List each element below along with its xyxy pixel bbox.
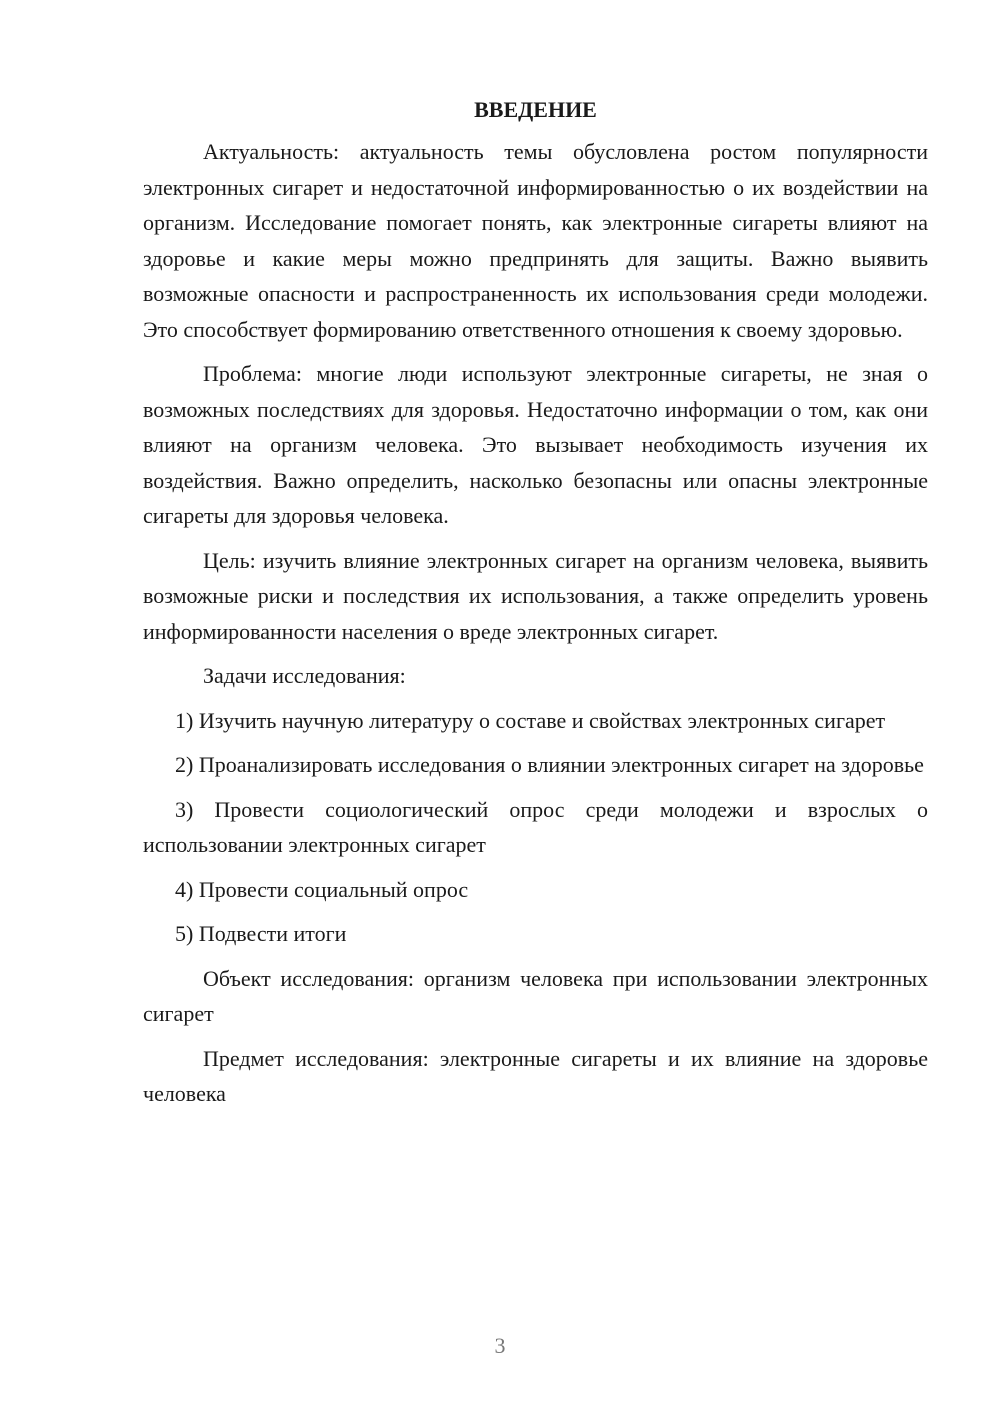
task-item: 5) Подвести итоги: [175, 921, 347, 946]
task-item: 4) Провести социальный опрос: [175, 876, 469, 902]
task-item: 1) Изучить научную литературу о составе и свойствах электронных сигарет: [175, 707, 886, 733]
subject-paragraph: Предмет исследования: электронные сигареты и их влияние на здоровье человека: [143, 1045, 928, 1106]
task-item: 3) Провести социологический опрос среди молодежи и взрослых о использовании электронных сигарет: [143, 796, 928, 857]
relevance-paragraph: Актуальность: актуальность темы обусловлена ростом популярности электронных сигарет и недостаточной информированностью о их воздействии на организм. Исследование помогает понять, как электронные сигареты влияют на здоровье и какие меры можно предпринять для защиты. Важно выявить возможные опасности и распространенность их использования среди молодежи. Это способствует формированию ответственного отношения к своему здоровью.: [143, 139, 928, 342]
document-page: [143, 92, 928, 1121]
page-number: 3: [494, 1333, 506, 1358]
task-item: 2) Проанализировать исследования о влиянии электронных сигарет на здоровье: [175, 752, 924, 777]
tasks-heading: Задачи исследования:: [203, 663, 406, 688]
goal-paragraph: Цель: изучить влияние электронных сигарет на организм человека, выявить возможные риски и последствия их использования, а также определить уровень информированности населения о вреде электронных сигарет.: [143, 547, 928, 644]
problem-paragraph: Проблема: многие люди используют электронные сигареты, не зная о возможных последствиях для здоровья. Недостаточно информации о том, как они влияют на организм человека. Это вызывает необходимость изучения их воздействия. Важно определить, насколько безопасны или опасны электронные сигареты для здоровья человека.: [143, 361, 928, 528]
object-paragraph: Объект исследования: организм человека при использовании электронных сигарет: [143, 965, 928, 1026]
document-title: ВВЕДЕНИЕ: [474, 97, 597, 122]
